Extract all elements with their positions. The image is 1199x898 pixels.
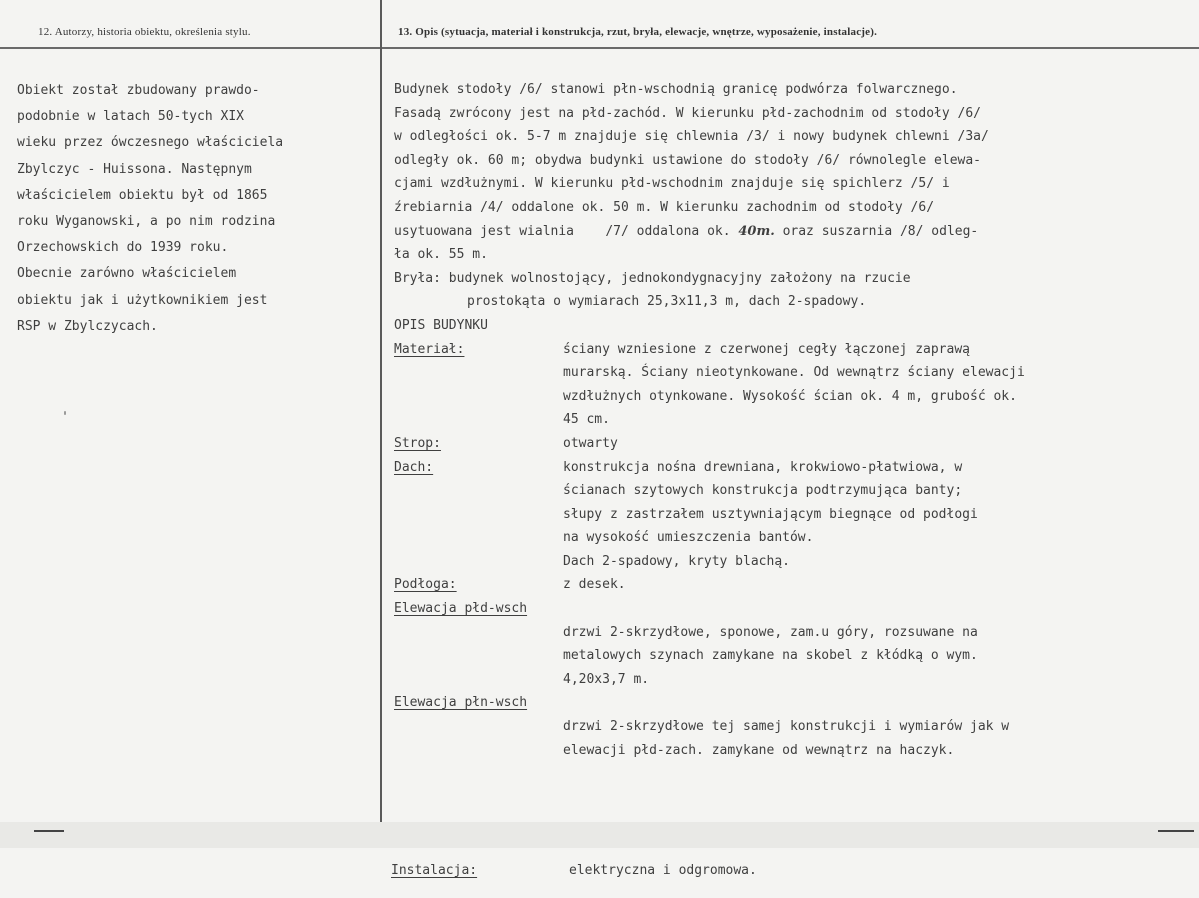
elewacja-pln-line: elewacji płd-zach. zamykane od wewnątrz na haczyk. [563, 742, 955, 758]
intro-line-wialnia [394, 220, 1194, 244]
elewacja-pln-line: drzwi 2-skrzydłowe tej samej konstrukcji i wymiarów jak w [563, 719, 1010, 735]
podloga-row [394, 573, 1194, 597]
description-text [394, 78, 1194, 762]
history-line: roku Wyganowski, a po nim rodzina [17, 213, 276, 229]
material-row [394, 338, 1194, 362]
history-text [17, 78, 283, 340]
elewacja-pld-label: Elewacja płd-wsch [394, 601, 528, 617]
intro-line-part: oraz suszarnia /8/ odleg- [782, 223, 979, 239]
column-divider [380, 0, 382, 832]
elewacja-pld-row [394, 668, 1194, 692]
history-line: RSP w Zbylczycach. [17, 318, 158, 334]
elewacja-pld-heading-row [394, 597, 1194, 621]
history-line: podobnie w latach 50-tych XIX [17, 109, 244, 125]
instalacja-label: Instalacja: [391, 863, 478, 878]
fold-mark-left [34, 830, 64, 832]
history-line: Obecnie zarówno właścicielem [17, 266, 237, 282]
history-line: obiektu jak i użytkownikiem jest [17, 292, 268, 308]
material-line: 45 cm. [563, 412, 610, 428]
elewacja-pln-heading-row [394, 691, 1194, 715]
instalacja-value: elektryczna i odgromowa. [569, 863, 757, 878]
fold-mark-right [1158, 830, 1194, 832]
dach-line: Dach 2-spadowy, kryty blachą. [563, 553, 790, 569]
dach-line: słupy z zastrzałem usztywniającym biegnące od podłogi [563, 506, 978, 522]
material-row-cont [394, 361, 1194, 385]
dach-line: ścianach szytowych konstrukcja podtrzymująca banty; [563, 483, 963, 499]
history-line: Obiekt został zbudowany prawdo- [17, 83, 260, 98]
intro-line: Budynek stodoły /6/ stanowi płn-wschodnią granicę podwórza folwarcznego. [394, 82, 958, 97]
dach-label: Dach: [394, 459, 434, 475]
page-fold-gap [0, 822, 1199, 848]
intro-line: w odległości ok. 5-7 m znajduje się chlewnia /3/ i nowy budynek chlewni /3a/ [394, 129, 989, 145]
section-13-heading: 13. Opis (sytuacja, materiał i konstrukcja, rzut, bryła, elewacje, wnętrze, wyposażenie, instalacje). [398, 26, 878, 38]
elewacja-pld-row [394, 644, 1194, 668]
intro-line-part: usytuowana jest wialnia /7/ oddalona ok. [394, 223, 731, 239]
elewacja-pld-row [394, 621, 1194, 645]
dach-row-cont [394, 479, 1194, 503]
elewacja-pld-line: drzwi 2-skrzydłowe, sponowe, zam.u góry, rozsuwane na [563, 624, 978, 640]
instalacja-row [391, 860, 1191, 882]
intro-line: ła ok. 55 m. [394, 247, 488, 263]
podloga-line: z desek. [563, 577, 626, 593]
dach-row [394, 456, 1194, 480]
dach-row-cont [394, 550, 1194, 574]
intro-line: odległy ok. 60 m; obydwa budynki ustawione do stodoły /6/ równolegle elewa- [394, 152, 981, 168]
dach-row-cont [394, 503, 1194, 527]
strop-label: Strop: [394, 435, 441, 451]
history-line: właścicielem obiektu był od 1865 [17, 187, 268, 203]
elewacja-pln-row [394, 739, 1194, 763]
handwritten-distance: 40m. [738, 223, 775, 239]
intro-line: źrebiarnia /4/ oddalone ok. 50 m. W kierunku zachodnim od stodoły /6/ [394, 199, 935, 215]
paper-speck [64, 411, 66, 415]
opis-heading: OPIS BUDYNKU [394, 317, 488, 333]
history-line: Zbylczyc - Huissona. Następnym [17, 161, 252, 177]
dach-line: na wysokość umieszczenia bantów. [563, 530, 814, 546]
intro-line: Fasadą zwrócony jest na płd-zachód. W kierunku płd-zachodnim od stodoły /6/ [394, 105, 981, 121]
dach-line: konstrukcja nośna drewniana, krokwiowo-płatwiowa, w [563, 459, 963, 475]
material-line: murarską. Ściany nieotynkowane. Od wewnątrz ściany elewacji [563, 365, 1025, 381]
history-line: Orzechowskich do 1939 roku. [17, 240, 229, 256]
elewacja-pln-row [394, 715, 1194, 739]
bryla-line: Bryła: budynek wolnostojący, jednokondygnacyjny założony na rzucie [394, 270, 911, 286]
material-label: Materiał: [394, 341, 465, 357]
elewacja-pld-line: 4,20x3,7 m. [563, 671, 650, 687]
material-line: wzdłużnych otynkowane. Wysokość ścian ok. 4 m, grubość ok. [563, 388, 1017, 404]
section-12-heading: 12. Autorzy, historia obiektu, określenia stylu. [38, 26, 251, 38]
dach-row-cont [394, 526, 1194, 550]
material-row-cont [394, 408, 1194, 432]
bryla-line: prostokąta o wymiarach 25,3x11,3 m, dach 2-spadowy. [467, 294, 867, 310]
header-divider [0, 47, 1199, 49]
podloga-label: Podłoga: [394, 577, 457, 593]
history-line: wieku przez ówczesnego właściciela [17, 135, 284, 151]
strop-row [394, 432, 1194, 456]
elewacja-pld-line: metalowych szynach zamykane na skobel z kłódką o wym. [563, 648, 978, 664]
material-line: ściany wzniesione z czerwonej cegły łączonej zaprawą [563, 341, 970, 357]
material-row-cont [394, 385, 1194, 409]
intro-line: cjami wzdłużnymi. W kierunku płd-wschodnim znajduje się spichlerz /5/ i [394, 176, 950, 192]
strop-line: otwarty [563, 435, 618, 451]
elewacja-pln-label: Elewacja płn-wsch [394, 695, 528, 711]
